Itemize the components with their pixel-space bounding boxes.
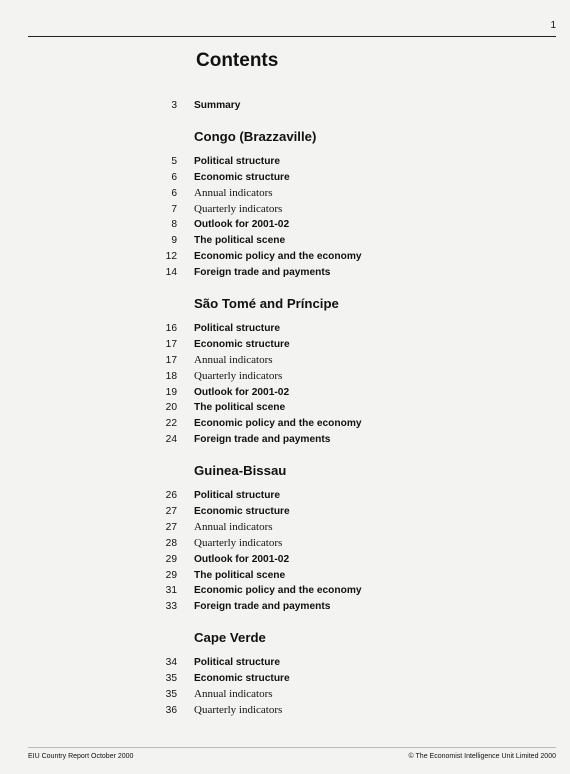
toc-page-number: 3 <box>171 100 177 111</box>
toc-page-number: 5 <box>171 155 177 167</box>
toc-page-number: 27 <box>165 506 177 518</box>
toc-entry <box>0 186 570 202</box>
toc-entry <box>0 671 570 687</box>
toc-page-number: 6 <box>171 187 177 199</box>
toc-entry <box>0 488 570 504</box>
toc-page-number: 31 <box>165 585 177 597</box>
toc-entry <box>0 552 570 568</box>
toc-entry-label: Political structure <box>194 490 281 502</box>
toc-entry-label: Outlook for 2001-02 <box>194 553 290 565</box>
toc-entry <box>0 265 570 281</box>
toc-entry <box>0 432 570 448</box>
toc-page-number: 24 <box>165 434 177 446</box>
toc-entry <box>0 170 570 186</box>
footer-publication: EIU Country Report October 2000 <box>28 753 134 760</box>
toc-entry-label: Economic structure <box>194 673 290 685</box>
toc-entry-label: Annual indicators <box>194 353 273 366</box>
toc-entry <box>0 202 570 218</box>
toc-entry-label: Economic policy and the economy <box>194 418 362 430</box>
toc-sections <box>0 128 570 719</box>
toc-page-number: 20 <box>165 402 177 414</box>
toc-entry-label: Annual indicators <box>194 186 273 199</box>
toc-page-number: 22 <box>165 418 177 430</box>
toc-entry-label: Economic structure <box>194 338 290 350</box>
toc-page-number: 36 <box>165 704 177 716</box>
toc-entry <box>0 249 570 265</box>
toc-entry-label: Foreign trade and payments <box>194 434 331 446</box>
toc-entry-label: Quarterly indicators <box>194 703 283 716</box>
toc-entry <box>0 217 570 233</box>
toc-page-number: 29 <box>165 553 177 565</box>
toc-entry <box>0 583 570 599</box>
toc-page-number: 9 <box>171 235 177 247</box>
page-number: 1 <box>550 20 556 31</box>
toc-entry <box>0 385 570 401</box>
bottom-rule <box>28 747 556 748</box>
toc-entry <box>0 536 570 552</box>
toc-page-number: 35 <box>165 689 177 701</box>
toc-page-number: 28 <box>165 537 177 549</box>
table-of-contents <box>0 98 570 719</box>
toc-entry <box>0 154 570 170</box>
toc-entry-label: The political scene <box>194 402 286 414</box>
section-heading: Cape Verde <box>194 630 266 646</box>
toc-page-number: 29 <box>165 569 177 581</box>
section-heading: Congo (Brazzaville) <box>194 128 317 144</box>
footer-copyright: © The Economist Intelligence Unit Limited 2000 <box>408 753 556 760</box>
toc-entry-label: Economic structure <box>194 171 290 183</box>
toc-entry-label: Economic structure <box>194 506 290 518</box>
toc-entry <box>0 321 570 337</box>
toc-entry-label: Quarterly indicators <box>194 202 283 215</box>
toc-page-number: 34 <box>165 657 177 669</box>
toc-entry <box>0 400 570 416</box>
toc-page-number: 33 <box>165 601 177 613</box>
toc-page-number: 17 <box>165 354 177 366</box>
toc-entry-label: Political structure <box>194 155 281 167</box>
toc-entry-summary <box>0 98 570 114</box>
toc-entry <box>0 337 570 353</box>
toc-entry-label: Foreign trade and payments <box>194 601 331 613</box>
toc-page-number: 6 <box>171 171 177 183</box>
toc-entry-label: Political structure <box>194 657 281 669</box>
toc-entry-label: Political structure <box>194 323 281 335</box>
toc-entry <box>0 703 570 719</box>
toc-page-number: 14 <box>165 267 177 279</box>
toc-page-number: 26 <box>165 490 177 502</box>
toc-entry <box>0 369 570 385</box>
toc-entry-label: Quarterly indicators <box>194 369 283 382</box>
toc-page-number: 7 <box>171 203 177 215</box>
toc-entry-label: Quarterly indicators <box>194 536 283 549</box>
toc-entry-label: Outlook for 2001-02 <box>194 386 290 398</box>
toc-entry <box>0 520 570 536</box>
top-rule <box>28 36 556 37</box>
toc-page-number: 18 <box>165 370 177 382</box>
toc-entry <box>0 599 570 615</box>
toc-entry <box>0 655 570 671</box>
toc-entry <box>0 568 570 584</box>
toc-entry-label: The political scene <box>194 235 286 247</box>
toc-page-number: 12 <box>165 251 177 263</box>
toc-page-number: 8 <box>171 219 177 231</box>
toc-entry-label: Economic policy and the economy <box>194 251 362 263</box>
contents-title: Contents <box>196 50 279 71</box>
toc-entry-label: Economic policy and the economy <box>194 585 362 597</box>
toc-page-number: 35 <box>165 673 177 685</box>
toc-entry-label: Annual indicators <box>194 520 273 533</box>
toc-page-number: 27 <box>165 521 177 533</box>
toc-entry <box>0 504 570 520</box>
toc-entry <box>0 687 570 703</box>
section-heading: Guinea-Bissau <box>194 463 287 479</box>
toc-entry <box>0 416 570 432</box>
toc-entry <box>0 353 570 369</box>
toc-page-number: 16 <box>165 323 177 335</box>
toc-entry-label: The political scene <box>194 569 286 581</box>
toc-entry-label: Outlook for 2001-02 <box>194 219 290 231</box>
toc-entry-label: Annual indicators <box>194 688 273 701</box>
toc-entry <box>0 233 570 249</box>
toc-page-number: 17 <box>165 338 177 350</box>
toc-page-number: 19 <box>165 386 177 398</box>
section-heading: São Tomé and Príncipe <box>194 296 339 312</box>
toc-entry-label: Foreign trade and payments <box>194 267 331 279</box>
toc-entry-label: Summary <box>194 100 241 111</box>
